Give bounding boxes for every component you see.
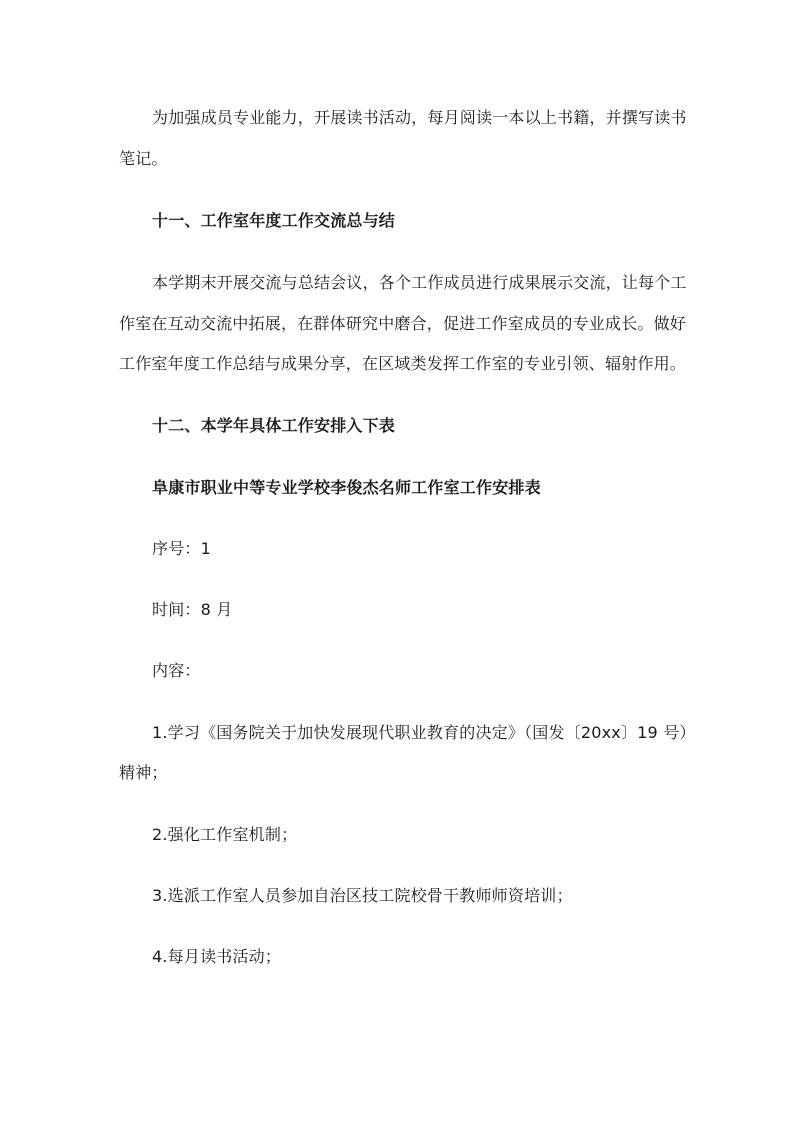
reading-paragraph-line-1: 为加强成员专业能力，开展读书活动，每月阅读一本以上书籍，并撰写读书 — [152, 108, 687, 127]
content-item-4: 4.每月读书活动； — [152, 947, 282, 966]
schedule-table-title: 阜康市职业中等专业学校李俊杰名师工作室工作安排表 — [152, 478, 541, 497]
content-label: 内容： — [152, 661, 201, 680]
reading-paragraph-line-2: 笔记。 — [119, 149, 168, 168]
content-item-2: 2.强化工作室机制； — [152, 825, 298, 844]
summary-paragraph-line-2: 作室在互动交流中拓展，在群体研究中磨合，促进工作室成员的专业成长。做好 — [119, 314, 687, 333]
content-item-3: 3.选派工作室人员参加自治区技工院校骨干教师师资培训； — [152, 886, 573, 905]
content-item-1-line-2: 精神； — [119, 763, 168, 782]
serial-number: 序号：1 — [152, 539, 211, 558]
summary-paragraph-line-3: 工作室年度工作总结与成果分享，在区域类发挥工作室的专业引领、辐射作用。 — [119, 354, 687, 373]
summary-paragraph-line-1: 本学期末开展交流与总结会议，各个工作成员进行成果展示交流，让每个工 — [152, 273, 687, 292]
section-heading-12: 十二、本学年具体工作安排入下表 — [152, 416, 396, 435]
schedule-time: 时间：8 月 — [152, 600, 233, 619]
section-heading-11: 十一、工作室年度工作交流总与结 — [152, 211, 396, 230]
content-item-1-line-1: 1.学习《国务院关于加快发展现代职业教育的决定》（国发〔20xx〕19 号） — [152, 723, 696, 742]
